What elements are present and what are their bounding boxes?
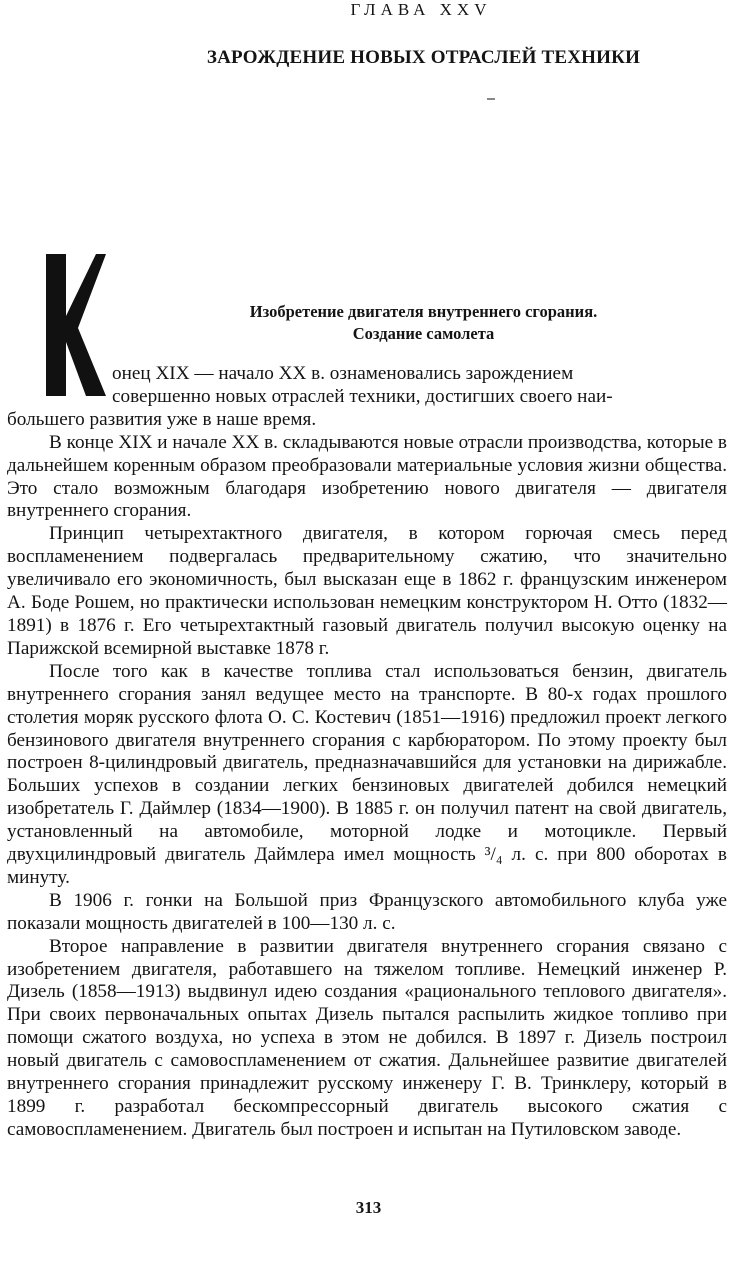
page-number: 313 <box>355 1198 382 1217</box>
print-speck <box>487 98 495 100</box>
section-heading-line1: Изобретение двигателя внутреннего сгорания. <box>249 302 598 321</box>
paragraph-1-line2: совершенно новых отраслей техники, достигших своего наи- <box>112 385 613 407</box>
paragraph-2: В конце XIX и начале XX в. складываются новые отрасли производства, которые в дальнейшем коренным образом преобразовали материальные условия жизни общества. Это стало возможным благодаря изобретению нового двигателя — двигателя внутреннего сгорания. <box>7 431 727 522</box>
body-text <box>7 363 727 1142</box>
chapter-label: ГЛАВА XXV <box>350 0 492 19</box>
paragraph-4: После того как в качестве топлива стал использоваться бензин, двигатель внутреннего сгорания занял ведущее место на транспорте. В 80-х годах прошлого столетия моряк русского флота О. С. Костевич (1851—1916) предложил проект легкого бензинового двигателя внутреннего сгорания с карбюратором. По этому проекту был построен 8-цилиндровый двигатель, предназначавшийся для установки на дирижабле. Больших успехов в создании легких бензиновых двигателей добился немецкий изобретатель Г. Даймлер (1834—1900). В 1885 г. он получил патент на свой двигатель, установленный на автомобиле, моторной лодке и мотоцикле. Первый двухцилиндровый двигатель Даймлера имел мощность ³/₄ л. с. при 800 оборотах в минуту. <box>7 660 727 888</box>
paragraph-6: Второе направление в развитии двигателя внутреннего сгорания связано с изобретением двигателя, работавшего на тяжелом топливе. Немецкий инженер Р. Дизель (1858—1913) выдвинул идею создания «рационального теплового двигателя». При своих первоначальных опытах Дизель пытался распылить жидкое топливо при помощи сжатого воздуха, но успеха в этом не добился. В 1897 г. Дизель построил новый двигатель с самовоспламенением от сжатия. Дальнейшее развитие двигателей внутреннего сгорания принадлежит русскому инженеру Г. В. Тринклеру, который в 1899 г. разработал бескомпрессорный двигатель высокого сжатия с самовоспламенением. Двигатель был построен и испытан на Путиловском заводе. <box>7 935 727 1140</box>
paragraph-1-line1: онец XIX — начало XX в. ознаменовались зарождением <box>112 363 574 384</box>
paragraph-5: В 1906 г. гонки на Большой приз Французского автомобильного клуба уже показали мощность двигателей в 100—130 л. с. <box>7 889 727 934</box>
chapter-title: ЗАРОЖДЕНИЕ НОВЫХ ОТРАСЛЕЙ ТЕХНИКИ <box>206 47 641 68</box>
section-heading-line2: Создание самолета <box>352 324 495 343</box>
section-heading <box>130 301 717 345</box>
paragraph-1 <box>7 363 727 432</box>
paragraph-1-rest: большего развития уже в наше время. <box>7 408 317 430</box>
paragraph-3: Принцип четырехтактного двигателя, в котором горючая смесь перед воспламенением подвергалась предварительному сжатию, что значительно увеличивало его экономичность, был высказан еще в 1862 г. французским инженером А. Боде Рошем, но практически использован немецким конструктором Н. Отто (1832—1891) в 1876 г. Его четырехтактный газовый двигатель получил высокую оценку на Парижской всемирной выставке 1878 г. <box>7 523 727 659</box>
